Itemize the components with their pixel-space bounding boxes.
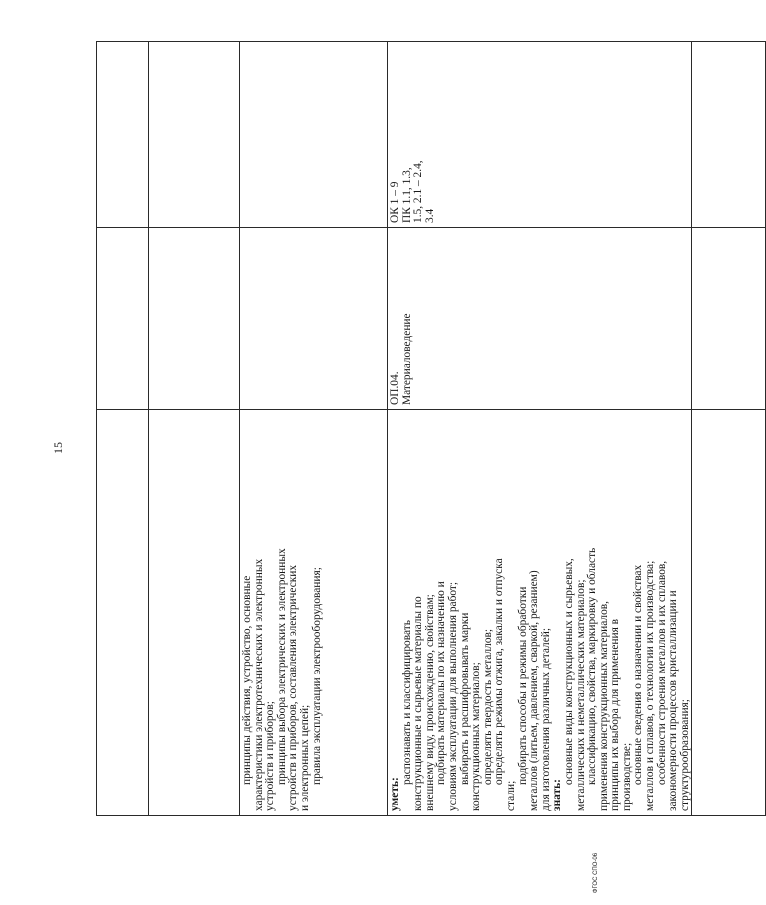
knowledge-line: применения конструкционных материалов,	[597, 600, 610, 811]
competencies-list	[388, 42, 436, 227]
table-cell-empty	[692, 42, 766, 228]
knowledge-line: металлических и неметаллических материалов;	[574, 579, 587, 811]
requirement-line: правила эксплуатации электрооборудования;	[310, 567, 323, 785]
knowledge-header: знать:	[551, 779, 564, 811]
skill-line: стали;	[504, 780, 517, 811]
skill-line: подбирать материалы по их назначению и	[435, 581, 448, 785]
knowledge-line: классификацию, свойства, маркировку и область	[586, 547, 599, 785]
table-cell-empty	[240, 228, 388, 410]
knowledge-line: закономерности процессов кристаллизации и	[667, 590, 680, 811]
skill-line: определять режимы отжига, закалки и отпуска	[493, 558, 506, 785]
requirement-line: характеристики электротехнических и электронных	[252, 558, 265, 811]
table-cell-empty	[149, 228, 240, 410]
skill-line: для изготовления различных деталей;	[539, 627, 552, 811]
table-cell-empty	[692, 410, 766, 816]
requirement-line: устройств и приборов;	[264, 701, 277, 811]
table-cell-requirements	[240, 410, 388, 816]
skill-line: конструкционных материалов;	[470, 662, 483, 811]
skill-line: выбирать и расшифровывать марки	[458, 612, 471, 785]
table-cell-discipline	[388, 228, 692, 410]
table-cell-empty	[149, 42, 240, 228]
requirement-line: принципы выбора электрических и электронных	[275, 548, 288, 785]
requirements-continuation	[240, 410, 323, 815]
table-cell-empty	[97, 410, 149, 816]
knowledge-line: принципы их выбора для применения в	[609, 618, 622, 811]
footer-label: ФГОС СПО-06	[593, 852, 599, 894]
skill-line: условиям эксплуатации для выполнения работ;	[446, 581, 459, 811]
competency-line: 3.4	[423, 208, 436, 223]
table-cell-empty	[97, 228, 149, 410]
skills-header: уметь:	[389, 777, 401, 811]
knowledge-list	[564, 414, 692, 811]
knowledge-line: основные сведения о назначении и свойствах	[632, 564, 645, 785]
knowledge-line: производстве;	[620, 742, 633, 811]
discipline-name: Материаловедение	[400, 313, 413, 405]
table-cell-empty	[149, 410, 240, 816]
skill-line: подбирать способы и режимы обработки	[516, 586, 529, 785]
skill-line: определять твердость металлов;	[481, 628, 494, 785]
knowledge-line: особенности строения металлов и их сплавов,	[655, 560, 668, 785]
skills-list	[402, 414, 553, 811]
skill-line: распознавать и классифицировать	[400, 620, 413, 785]
page-number: 15	[51, 442, 65, 454]
competency-line: 1.5, 2.1 – 2.4,	[412, 160, 425, 223]
rotated-page-content	[96, 42, 691, 816]
skill-line: конструкционные и сырьевые материалы по	[412, 596, 425, 811]
knowledge-line: структурообразования;	[678, 699, 691, 811]
table-cell-empty	[240, 42, 388, 228]
requirement-line: устройств и приборов, составления электрических	[287, 564, 300, 811]
table-cell-competencies	[388, 42, 692, 228]
requirement-line: принципы действия, устройство, основные	[241, 575, 253, 785]
competency-line: ПК 1.1, 1.3,	[400, 167, 413, 223]
discipline-code: ОП.04.	[389, 371, 401, 405]
table-cell-requirements	[388, 410, 692, 816]
table-cell-empty	[97, 42, 149, 228]
curriculum-table	[96, 41, 766, 816]
knowledge-line: основные виды конструкционных и сырьевых,	[562, 558, 575, 785]
requirements-materials	[388, 410, 691, 815]
competency-line: ОК 1 – 9	[389, 181, 401, 223]
requirement-line: и электронных цепей;	[298, 704, 311, 811]
skill-line: металлов (литьем, давлением, сваркой, резанием)	[528, 570, 541, 811]
table-cell-empty	[692, 228, 766, 410]
skill-line: внешнему виду, происхождению, свойствам;	[423, 594, 436, 811]
knowledge-line: металлов и сплавов, о технологии их производства;	[644, 560, 657, 811]
